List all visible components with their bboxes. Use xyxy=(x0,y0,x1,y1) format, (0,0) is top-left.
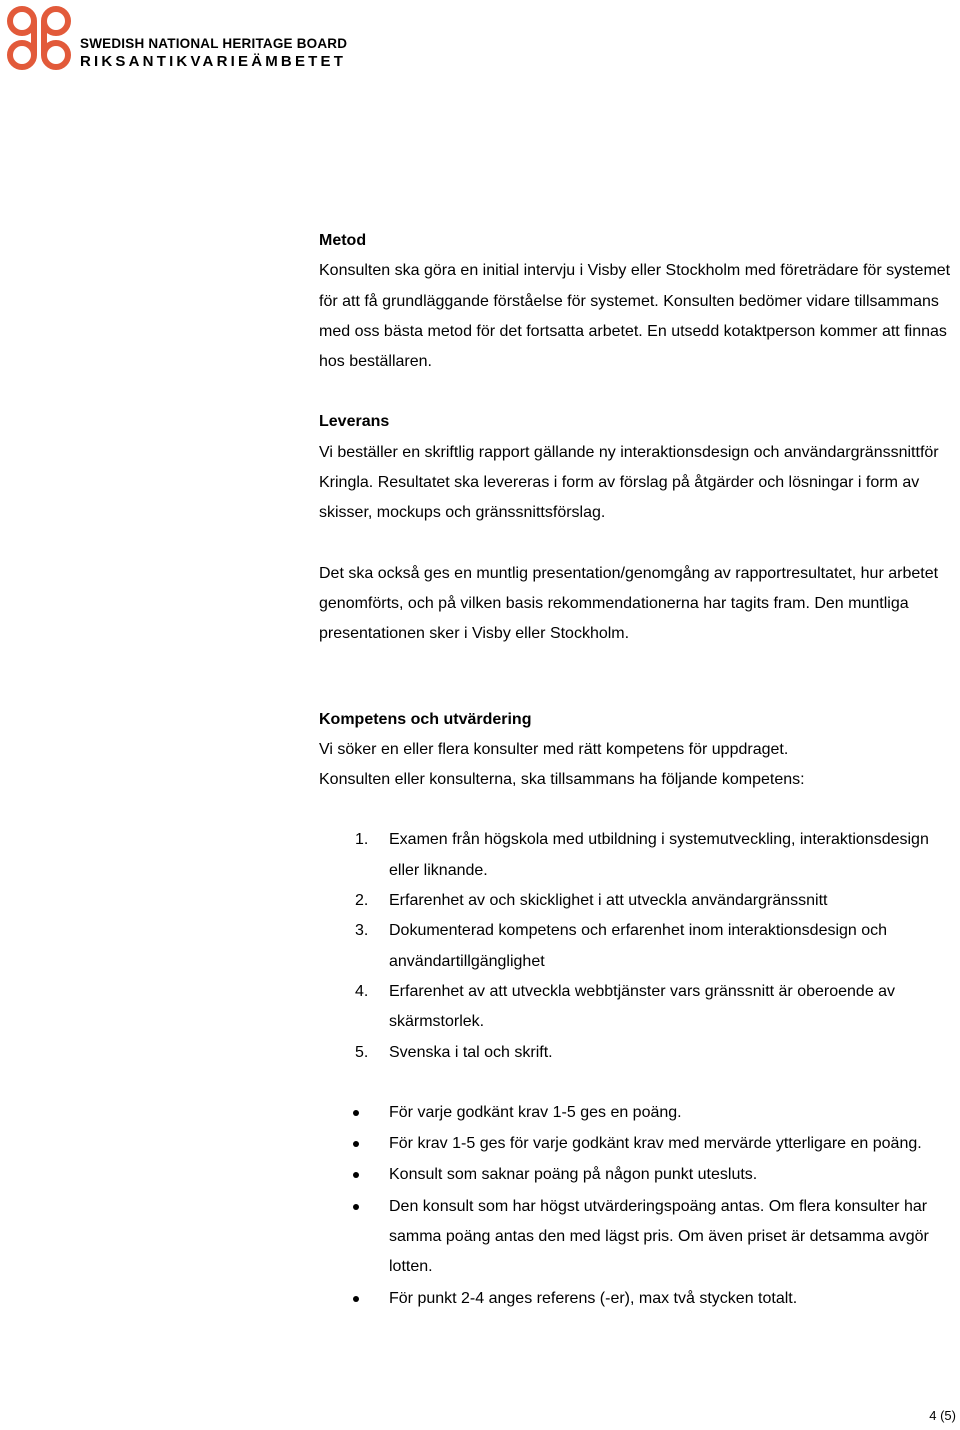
kompetens-intro-1: Vi söker en eller flera konsulter med rätt kompetens för uppdraget. xyxy=(319,740,789,758)
list-item xyxy=(355,977,959,1038)
list-item xyxy=(355,825,959,886)
page-number: 4 (5) xyxy=(929,1408,956,1423)
list-item xyxy=(389,1098,959,1128)
list-number: 4. xyxy=(355,982,369,1000)
list-item-text: Den konsult som har högst utvärderingspoäng antas. Om flera konsulter har samma poäng antas den med lägst pris. Om även priset är detsamma avgör lotten. xyxy=(389,1197,929,1276)
document-body xyxy=(319,226,959,1315)
list-item-text: Examen från högskola med utbildning i systemutveckling, interaktionsdesign eller liknande. xyxy=(389,831,929,879)
leverans-paragraph-2: Det ska också ges en muntlig presentation/genomgång av rapportresultatet, hur arbetet genomförts, och på vilken basis rekommendationerna har tagits fram. Den muntliga presentationen sker i Visby eller Stockholm. xyxy=(319,564,939,643)
metod-heading: Metod xyxy=(319,232,367,249)
raa-ornament-logo-icon xyxy=(2,3,78,75)
org-name-sv: RIKSANTIKVARIEÄMBETET xyxy=(80,53,347,70)
bullet-icon xyxy=(353,1204,359,1210)
list-item-text: Erfarenhet av och skicklighet i att utveckla användargränssnitt xyxy=(389,892,828,910)
list-item-text: Dokumenterad kompetens och erfarenhet inom interaktionsdesign och användartillgänglighet xyxy=(389,922,888,970)
kompetens-heading: Kompetens och utvärdering xyxy=(319,710,532,728)
list-item-text: För punkt 2-4 anges referens (-er), max två stycken totalt. xyxy=(389,1289,798,1307)
metod-paragraph: Konsulten ska göra en initial intervju i Visby eller Stockholm med företrädare för systemet för att få grundläggande förståelse för systemet. Konsulten bedömer vidare tillsammans med oss bästa metod för det fortsatta arbetet. En utsedd kotaktperson kommer att finnas hos beställaren. xyxy=(319,262,951,371)
bullet-icon xyxy=(353,1141,359,1147)
list-item xyxy=(389,1192,959,1283)
list-item xyxy=(389,1129,959,1159)
list-item-text: För varje godkänt krav 1-5 ges en poäng. xyxy=(389,1103,682,1121)
list-number: 1. xyxy=(355,831,369,849)
list-item xyxy=(389,1284,959,1314)
list-item-text: Konsult som saknar poäng på någon punkt utesluts. xyxy=(389,1166,758,1184)
bullet-icon xyxy=(353,1172,359,1178)
list-number: 3. xyxy=(355,922,369,940)
list-item xyxy=(355,1038,959,1068)
org-name-en: SWEDISH NATIONAL HERITAGE BOARD xyxy=(80,36,348,51)
bullet-icon xyxy=(353,1296,359,1302)
list-item-text: För krav 1-5 ges för varje godkänt krav med mervärde ytterligare en poäng. xyxy=(389,1135,922,1153)
leverans-paragraph-1: Vi beställer en skriftlig rapport gällande ny interaktionsdesign och användargränssnittför Kringla. Resultatet ska levereras i form av förslag på åtgärder och lösningar i form av skisser, mockups och gränssnittsförslag. xyxy=(319,443,939,522)
kompetens-intro-2: Konsulten eller konsulterna, ska tillsammans ha följande kompetens: xyxy=(319,771,805,789)
list-item xyxy=(355,916,959,977)
header-logo xyxy=(2,3,348,75)
list-item xyxy=(389,1160,959,1190)
list-item xyxy=(355,886,959,916)
evaluation-rules-list xyxy=(319,1098,959,1314)
org-name xyxy=(80,36,347,71)
requirements-list xyxy=(319,825,959,1067)
list-number: 5. xyxy=(355,1043,369,1061)
leverans-heading: Leverans xyxy=(319,413,390,431)
list-item-text: Erfarenhet av att utveckla webbtjänster vars gränssnitt är oberoende av skärmstorlek. xyxy=(389,982,896,1031)
list-number: 2. xyxy=(355,892,369,910)
bullet-icon xyxy=(353,1110,359,1116)
list-item-text: Svenska i tal och skrift. xyxy=(389,1043,553,1061)
